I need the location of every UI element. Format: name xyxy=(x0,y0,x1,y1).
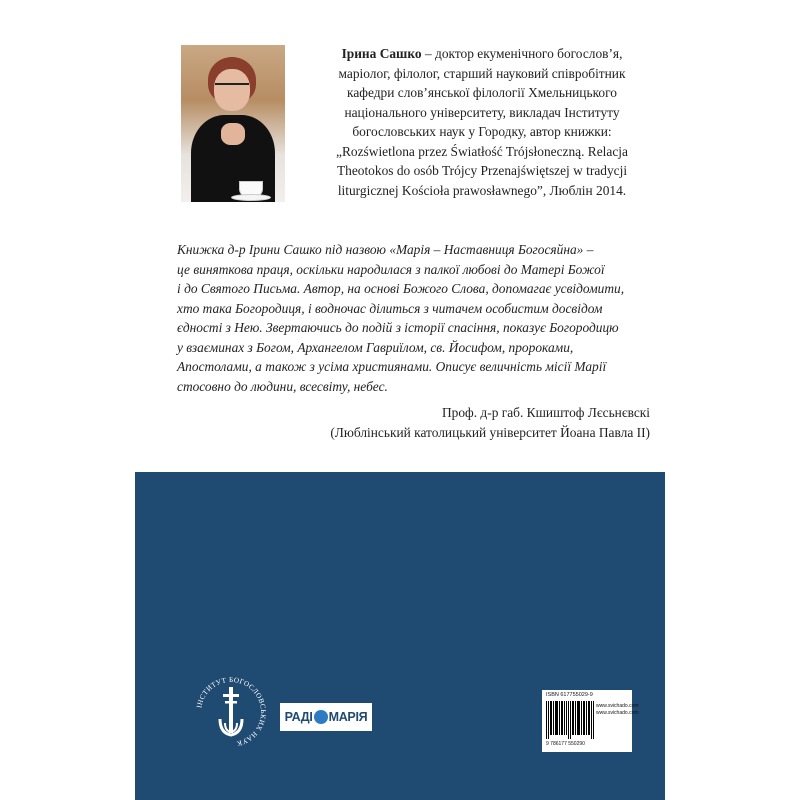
institute-logo xyxy=(190,671,272,753)
bio-line: liturgicznej Kościoła prawosławnego”, Люблін 2014. xyxy=(337,182,627,198)
radio-maria-logo xyxy=(280,703,372,731)
review-signature-block xyxy=(330,403,650,442)
reviewer-name: Проф. д-р габ. Кшиштоф Лєсьнєвскі xyxy=(441,405,650,420)
bio-line: кафедри слов’янської філології Хмельницького xyxy=(347,85,617,100)
radio-logo-suffix: МАРІЯ xyxy=(328,710,368,724)
bio-line: маріолог, філолог, старший науковий співробітник xyxy=(338,65,626,81)
institute-logo-text: ІНСТИТУТ БОГОСЛОВСЬКИХ НАУК xyxy=(195,675,268,748)
bio-line: – доктор екуменічного богослов’я, xyxy=(421,46,623,61)
barcode-icon xyxy=(546,701,594,739)
review-text: Книжка д-р Ірини Сашко під назвою «Марія – Наставниця Богосяйна» – це виняткова праця, оскільки народилася з палкої любові до Матері Божої і до Святого Письма. Автор, на основі Божого Слова, допомагає усвідомити, хто така Богородиця, і водночас ділиться з читачем особистим досвідом єдності з Нею. Звертаючись до подій з історії спасіння, показує Богородицю у взаєминах з Богом, Архангелом Гавриїлом, св. Йосифом, пророками, Апостолами, а також з усіма християнами. Описує величність місії Марії стосовно до людини, всесвіту, небес. xyxy=(177,242,625,394)
publisher-site: www.svichado.com xyxy=(596,710,639,716)
barcode-number: 9 786177 550290 xyxy=(546,741,585,747)
author-bio xyxy=(297,44,667,200)
bio-line: національного університету, викладач Інституту xyxy=(344,104,620,120)
review-quote xyxy=(177,240,627,396)
publisher-site: www.svichado.com xyxy=(596,703,639,709)
cross-trident-icon xyxy=(220,687,242,735)
bio-line: „Rozświetlona przez Światłość Trójsłoneczną. Relacja xyxy=(336,143,628,159)
radio-circle-icon xyxy=(314,710,328,724)
isbn-label: ISBN 617755029-9 xyxy=(546,692,593,698)
reviewer-affiliation: (Люблінський католицький університет Йоана Павла ІІ) xyxy=(330,424,650,440)
bio-line: Theotokos do osób Trójcy Przenajświętszej w tradycji xyxy=(336,163,628,178)
radio-logo-prefix: РАДІ xyxy=(284,710,313,724)
author-name: Ірина Сашко xyxy=(341,46,422,61)
bio-line: богословських наук у Городку, автор книжки: xyxy=(352,124,612,139)
isbn-barcode xyxy=(542,690,639,752)
author-photo xyxy=(181,45,285,202)
